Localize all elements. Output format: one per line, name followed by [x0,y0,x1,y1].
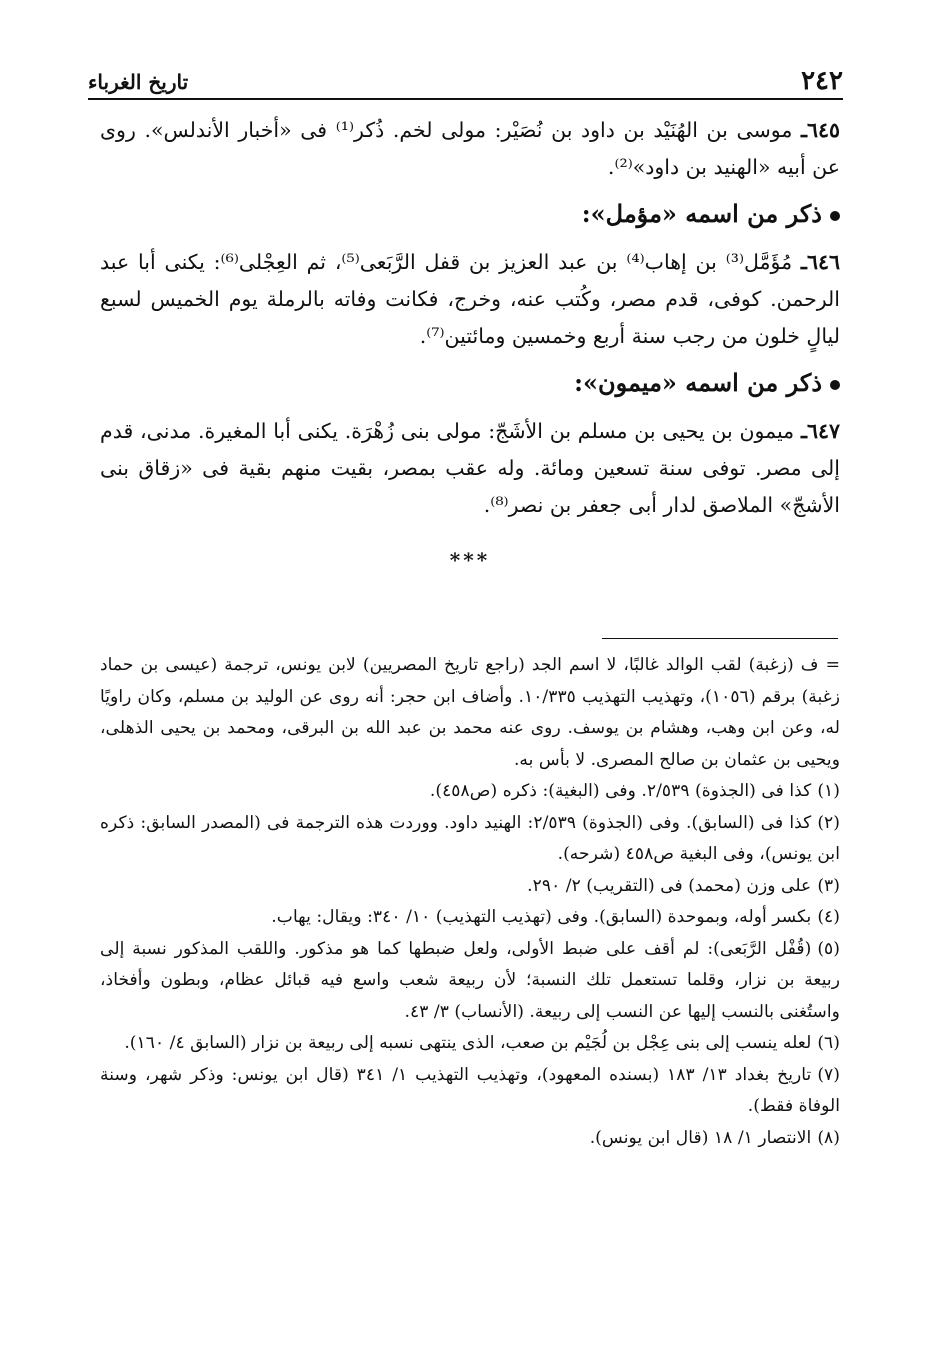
footnote-text: الانتصار ١/ ١٨ (قال ابن يونس). [589,1127,812,1148]
section-heading-text: ذكر من اسمه «مؤمل»: [581,199,822,228]
footnote-text: لعله ينسب إلى بنى عِجْل بن لُجَيْم بن صعب، الذى ينتهى نسبه إلى ربيعة بن نزار (السابق ٤/ ١٦٠). [124,1033,812,1053]
entry-text: موسى بن الهُنَيْد بن داود بن نُصَيْر: مولى لخم. ذُكر⁽¹⁾ فى «أخبار الأندلس». روى عن أبيه «الهنيد بن داود»⁽²⁾. [100,118,840,179]
main-text [100,112,840,579]
footnote-7 [100,1060,840,1123]
entry-number: ٦٤٥ـ [800,118,840,142]
footnote-1 [100,776,840,808]
footnote-2 [100,808,840,871]
entry-number: ٦٤٦ـ [800,250,840,274]
footnote-marker: (٢) [817,812,840,833]
section-heading-muammal [100,196,840,232]
footnote-4 [100,902,840,934]
footnote-text: تاريخ بغداد ١٣/ ١٨٣ (بسنده المعهود)، وتهذيب التهذيب ١/ ٣٤١ (قال ابن يونس: وذكر شهر، وسنة الوفاة فقط). [100,1064,840,1116]
footnote-marker: (٧) [817,1064,840,1085]
entry-text: مُؤَمَّل⁽³⁾ بن إهاب⁽⁴⁾ بن عبد العزيز بن قفل الرَّبَعى⁽⁵⁾، ثم العِجْلى⁽⁶⁾: يكنى أبا عبد الرحمن. كوفى، قدم مصر، وكُتب عنه، وخرج، فكانت وفاته بالرملة يوم الخميس لسبع ليالٍ خلون من رجب سنة أربع وخمسين ومائتين⁽⁷⁾. [100,250,840,348]
footnote-marker: (٨) [817,1127,840,1148]
footnote-text: بكسر أوله، وبموحدة (السابق). وفى (تهذيب التهذيب) ١٠/ ٣٤٠: ويقال: يهاب. [271,907,812,927]
entry-646 [100,244,840,355]
footnote-text: كذا فى (الجذوة) ٢/٥٣٩. وفى (البغية): ذكره (ص٤٥٨). [429,781,812,801]
section-heading-text: ذكر من اسمه «ميمون»: [574,368,822,397]
footnote-6 [100,1028,840,1060]
footnote-marker: (٤) [817,907,840,927]
entry-645 [100,112,840,186]
page-number: ٢٤٢ [801,66,843,96]
footnote-text: كذا فى (السابق). وفى (الجذوة) ٢/٥٣٩: الهنيد داود. ووردت هذه الترجمة فى (المصدر السابق: ذكره ابن يونس)، وفى البغية ص٤٥٨ (شرحه). [100,812,840,864]
footnote-text: على وزن (محمد) فى (التقريب) ٢/ ٢٩٠. [527,875,812,896]
section-separator: *** [449,548,491,572]
footnote-5 [100,934,840,1029]
footnote-marker: (٦) [817,1033,840,1053]
footnote-marker: (٥) [817,938,840,959]
book-title: تاريخ الغرباء [88,70,189,94]
footnote-text: (قُفْل الرَّبَعى): لم أقف على ضبط الأولى، ولعل ضبطها كما هو مذكور. واللقب المذكور نسبة إلى ربيعة بن نزار، وقلما تستعمل تلك النسبة؛ لأن ربيعة شعب واسع فيه قبائل عظام، وبطون وأفخاذ، واستُغنى بالنسب إليها عن النسب إلى ربيعة. (الأنساب) ٣/ ٤٣. [100,938,840,1022]
footnote-continuation: = ف (زغبة) لقب الوالد غالبًا، لا اسم الجد (راجع تاريخ المصريين) لابن يونس، ترجمة (عيسى بن حماد زغبة) برقم (١٠٥٦)، وتهذيب التهذيب ١٠/٣٣٥. وأضاف ابن حجر: أنه روى عن الوليد بن مسلم، وكان راويًا له، وعن ابن وهب، وهشام بن يوسف. روى عنه محمد بن عبد الله بن البرقى، ومحمد بن يحيى الذهلى، ويحيى بن عثمان بن صالح المصرى. لا بأس به. [100,655,840,770]
bullet-icon [830,380,840,390]
page-header [88,64,843,100]
footnote-divider [602,638,838,639]
section-heading-maymun [100,365,840,401]
footnote-marker: (١) [817,781,840,801]
footnote-marker: (٣) [817,875,840,896]
entry-text: ميمون بن يحيى بن مسلم بن الأشَجّ: مولى بنى زُهْرَة. يكنى أبا المغيرة. مدنى، قدم إلى مصر. توفى سنة تسعين ومائة. وله عقب بمصر، بقيت منهم بقية فى «زقاق بنى الأشجّ» الملاصق لدار أبى جعفر بن نصر⁽⁸⁾. [100,419,840,517]
entry-647 [100,413,840,524]
entry-number: ٦٤٧ـ [800,419,840,443]
footnote-8 [100,1123,840,1155]
footnote-3 [100,871,840,903]
bullet-icon [830,211,840,221]
footnotes [100,650,840,1154]
